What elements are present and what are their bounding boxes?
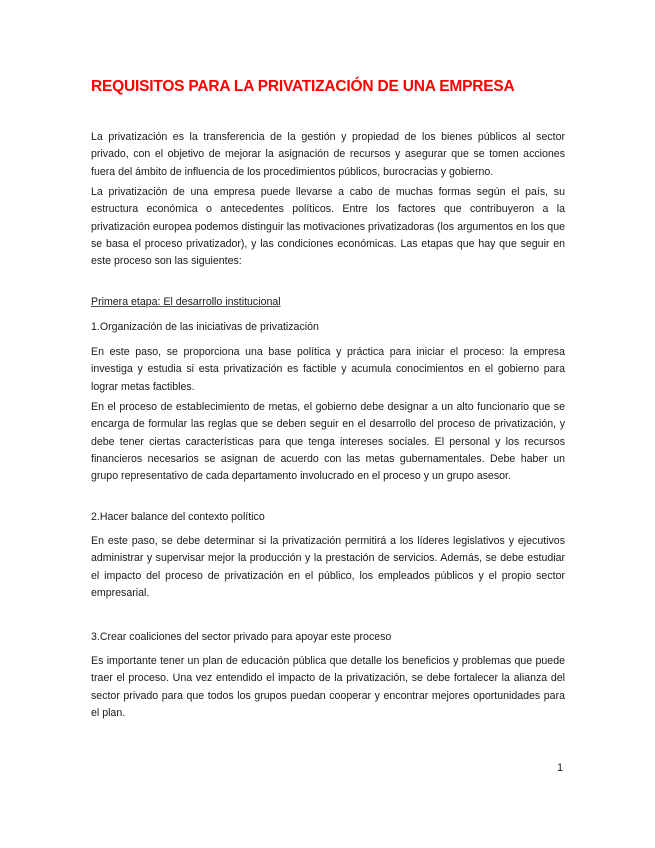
intro-paragraph-1: La privatización es la transferencia de la gestión y propiedad de los bienes públicos al sector privado, con el objetivo de mejorar la asignación de recursos y asegurar que se tomen acciones fuera del ámbito de influencia de los procedimientos públicos, burocracias y gobierno. — [91, 131, 565, 178]
intro-paragraph-2: La privatización de una empresa puede llevarse a cabo de muchas formas según el país, su estructura económica o antecedentes políticos. Entre los factores que contribuyeron a la privatización europea podemos distinguir las motivaciones privatizadoras (los argumentos en los que se basa el proceso privatizador), y las condiciones económicas. Las etapas que hay que seguir en este proceso son las siguientes: — [91, 186, 565, 268]
section-3-paragraph-1: Es importante tener un plan de educación pública que detalle los beneficios y problemas que puede traer el proceso. Una vez entendido el impacto de la privatización, se debe fortalecer la alianza del sector privado para que todos los grupos puedan cooperar y encontrar mejores oportunidades para el plan. — [91, 655, 565, 719]
section-1-paragraph-2: En el proceso de establecimiento de metas, el gobierno debe designar a un alto funcionario que se encarga de formular las reglas que se deben seguir en el desarrollo del proceso de privatización, y debe tener ciertas características para que tenga intereses sociales. El personal y los recursos financieros necesarios se asignan de acuerdo con las metas gubernamentales. Debe haber un grupo representativo de cada departamento involucrado en el proceso y un grupo asesor. — [91, 401, 565, 483]
section-2-heading: 2.Hacer balance del contexto político — [91, 511, 265, 523]
section-2-paragraph-1: En este paso, se debe determinar si la privatización permitirá a los líderes legislativos y ejecutivos administrar y supervisar mejor la producción y la prestación de servicios. Además, se debe estudiar el impacto del proceso de privatización en el público, los empleados públicos y el propio sector empresarial. — [91, 535, 565, 599]
section-1-paragraph-1: En este paso, se proporciona una base política y práctica para iniciar el proceso: la empresa investiga y estudia si esta privatización es factible y acumula conocimientos en el gobierno para lograr metas factibles. — [91, 346, 565, 393]
document-title: REQUISITOS PARA LA PRIVATIZACIÓN DE UNA EMPRESA — [91, 78, 515, 95]
page-number: 1 — [557, 762, 564, 774]
section-3-heading: 3.Crear coaliciones del sector privado para apoyar este proceso — [91, 631, 392, 643]
section-1-heading: 1.Organización de las iniciativas de privatización — [91, 321, 319, 333]
stage-heading: Primera etapa: El desarrollo institucional — [91, 296, 281, 308]
